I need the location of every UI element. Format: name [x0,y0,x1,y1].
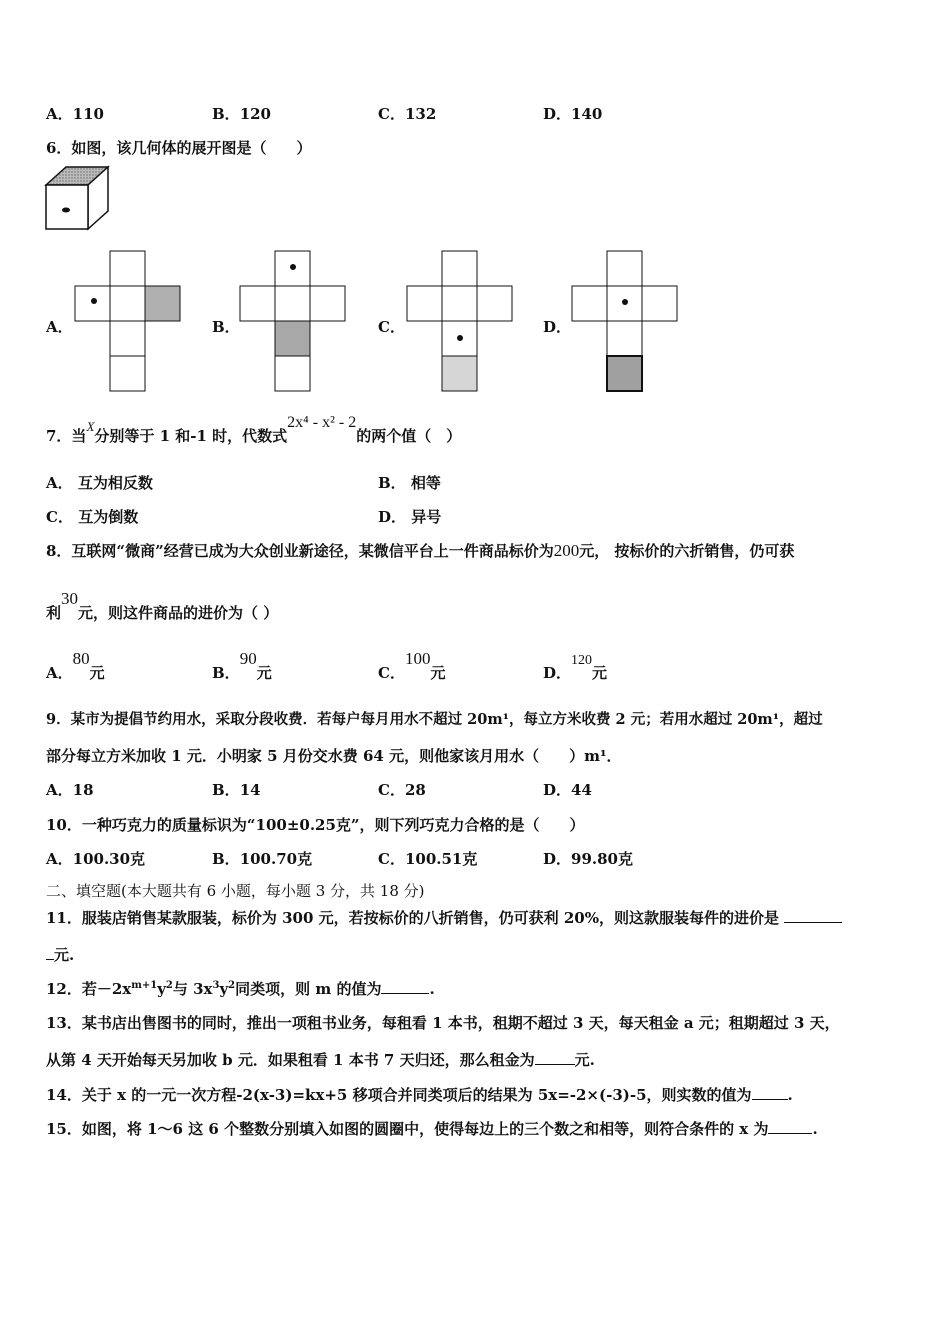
q10-option-d: D．99.80克 [543,850,633,868]
q15-blank[interactable] [768,1133,812,1134]
q7-option-b: B． 相等 [378,474,441,492]
q8-stem-line2: 利30元，则这件商品的进价为（ ） [46,589,279,622]
q15-stem: 15．如图，将 1～6 这 6 个整数分别填入如图的圆圈中，使得每边上的三个数之和相等，则符合条件的 x 为 . [46,1120,818,1138]
q10-option-c: C．100.51克 [378,850,478,868]
q9-stem-line2: 部分每立方米加收 1 元．小明家 5 月份交水费 64 元，则他家该月用水（ ）m¹． [46,747,622,765]
q6-cube-figure [44,165,112,233]
q6-option-a-label: A． [46,318,73,336]
q7-option-d: D． 异号 [378,508,442,526]
q14-stem: 14．关于 x 的一元一次方程-2(x-3)=kx+5 移项合并同类项后的结果为 5x=-2×(-3)-5，则实数的值为 . [46,1086,793,1104]
q5-option-c: C．132 [378,105,437,123]
q6-option-b-label: B． [212,318,240,336]
q9-option-b: B．14 [212,781,261,799]
q10-option-b: B．100.70克 [212,850,313,868]
q8-option-b: B．90元 [212,649,272,682]
q9-option-d: D．44 [543,781,592,799]
q13-blank[interactable] [535,1064,575,1065]
q6-option-c-label: C． [378,318,405,336]
q11-stem-line2: 元. [46,944,74,965]
q6-net-b [238,250,348,395]
q6-net-c [405,250,515,395]
q5-option-b: B．120 [212,105,271,123]
q9-stem-line1: 9．某市为提倡节约用水，采取分段收费．若每户每月用水不超过 20m¹，每立方米收费 2 元；若用水超过 20m¹，超过 [46,711,823,728]
q5-option-a: A．110 [46,105,104,123]
q6-net-d [570,250,680,395]
q12-blank[interactable] [381,993,429,994]
q9-option-a: A．18 [46,781,94,799]
q6-net-a [73,250,183,395]
q9-option-c: C．28 [378,781,426,799]
q8-option-a: A．80元 [46,649,105,682]
q8-option-d: D．120元 [543,653,608,682]
q7-stem: 7．当X分别等于 1 和-1 时，代数式2x⁴ - x² - 2的两个值（ ） [46,414,462,445]
q14-blank[interactable] [752,1099,788,1100]
q6-stem: 6．如图，该几何体的展开图是（ ） [46,139,312,157]
cube-dot-icon [62,208,70,213]
q7-option-c: C． 互为倒数 [46,508,139,526]
q8-option-c: C．100元 [378,649,446,682]
q13-stem-line1: 13．某书店出售图书的同时，推出一项租书业务，每租看 1 本书，租期不超过 3 天，每天租金 a 元；租期超过 3 天， [46,1014,840,1032]
q10-option-a: A．100.30克 [46,850,146,868]
q6-option-d-label: D． [543,318,572,336]
q13-stem-line2: 从第 4 天开始每天另加收 b 元．如果租看 1 本书 7 天归还，那么租金为 元. [46,1051,595,1069]
q7-option-a: A． 互为相反数 [46,474,153,492]
q10-stem: 10．一种巧克力的质量标识为“100±0.25克”，则下列巧克力合格的是（ ） [46,816,585,834]
q11-blank[interactable] [784,922,842,923]
q11-stem-line1: 11．服装店销售某款服装，标价为 300 元，若按标价的八折销售，仍可获利 20%，则这款服装每件的进价是 [46,907,842,928]
section-2-title: 二、填空题(本大题共有 6 小题，每小题 3 分，共 18 分) [46,882,425,900]
q8-stem-line1: 8．互联网“微商”经营已成为大众创业新途径，某微信平台上一件商品标价为200元， 按标价的六折销售，仍可获 [46,541,795,560]
q12-stem: 12．若$-2x^{m+1}y^2$与 $3x^3y^2$同类项，则 m 的值为 . [46,980,435,998]
q11-blank-cont[interactable] [46,959,54,960]
q5-option-d: D．140 [543,105,603,123]
